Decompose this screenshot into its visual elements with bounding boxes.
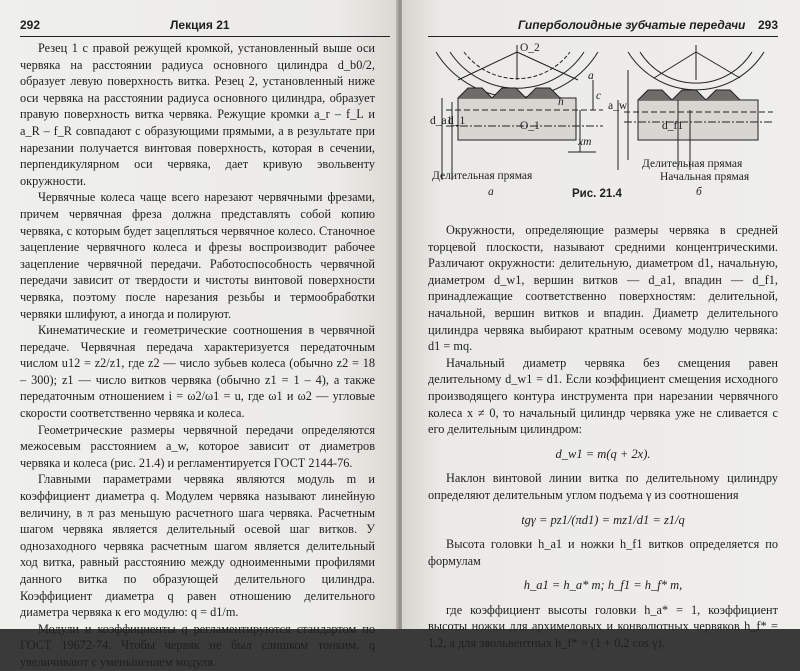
figure-label: O_2: [520, 42, 540, 54]
right-page: [402, 0, 800, 651]
figure-label-pitch-line-a: Делительная прямая: [432, 170, 533, 182]
paragraph: Червячные колеса чаще всего нарезают червячными фрезами, причем червячная фреза должна представлять собой копию червяка, с которым будет зацепляться червячное колесо. Станочное зацепление червячного колеса и фрезы воспроизводит рабочее зацепление червячной передачи. Работоспособность червячной передачи зависит от твердости и чистоты винтовой поверхности червяка, поэтому после нарезания резьбы и термообработки червяки шлифуют, а иногда и полируют.: [20, 190, 375, 321]
paragraph: Начальный диаметр червяка без смещения равен делительному d_w1 = d1. Если коэффициент смещения исходного производящего контура инструмента при нарезании червячного колеса x ≠ 0, то начальный цилиндр червяка уже не сливается с его делительным цилиндром:: [428, 355, 778, 437]
formula: d_w1 = m(q + 2x).: [555, 446, 651, 461]
paragraph: Окружности, определяющие размеры червяка в средней торцевой плоскости, называют средними концентрическими. Различают окружности: делительную, диаметром d1, начальную, диаметром d_w1, вершин витков — d_a1, впадин — d_f1, принадлежащие соответственно поверхностям: делительной, начальной, вершин витков и впадин. Диаметр делительного цилиндра червяка выбирают кратным осевому модулю червяка: d1 = mq.: [428, 223, 778, 354]
figure-label: c: [596, 90, 602, 102]
figure-label: a_w: [608, 100, 628, 112]
right-page-number: 293: [757, 18, 778, 32]
figure-label: xm: [578, 136, 592, 148]
paragraph: Геометрические размеры червячной передачи определяются межосевым расстоянием a_w, которое зависит от диаметров червяка и колеса (рис. 21.4) и регламентируется ГОСТ 2144-76.: [20, 422, 375, 470]
paragraph: Высота головки h_a1 и ножки h_f1 витков определяется по формулам: [428, 537, 778, 568]
formula: tgγ = pz1/(πd1) = mz1/d1 = z1/q: [521, 512, 685, 527]
figure-label: d_a1: [430, 115, 453, 127]
left-page-number: 292: [20, 18, 41, 32]
figure-label: d_f1: [662, 120, 684, 132]
figure-label-pitch-line-b: Делительная прямая: [642, 158, 743, 170]
right-running-header: [428, 18, 778, 37]
left-running-header: [20, 18, 390, 37]
panel-label-b: б: [696, 186, 702, 198]
panel-label-a: а: [488, 186, 494, 198]
figure-label: O_1: [520, 120, 540, 132]
figure-caption: Рис. 21.4: [572, 188, 622, 200]
paragraph: Кинематические и геометрические соотношения в червячной передаче. Червячная передача характеризуется передаточным числом u12 = z2/z1, где z2 — число зубьев колеса (обычно z2 = 18 – 300); z1 — число витков червяка (обычно z1 = 1 – 4), а также передаточным отношением i = ω2/ω1 = u, где ω1 и ω2 — угловые скорости соответственно червяка и колеса.: [20, 323, 375, 421]
paragraph: Главными параметрами червяка являются модуль m и коэффициент диаметра q. Модулем червяка называют линейную величину, в π раз меньшую расчетного шага червяка. Расчетным шагом червяка является делительный осевой шаг витков. У однозаходного червяка расчетным шагом является делительный ход витка, равный расстоянию между одноименными профилями данного витка по образующей делительного цилиндра. Коэффициент диаметра q равен отношению делительного диаметра червяка к его модулю: q = d1/m.: [20, 472, 375, 620]
paragraph: Модули и коэффициенты q регламентируются стандартом по ГОСТ 19672-74. Чтобы червяк не был слишком тонким, q увеличивают с уменьшением модуля.: [20, 621, 375, 669]
figure-label: d_1: [448, 115, 466, 127]
figure-label-initial-line: Начальная прямая: [660, 171, 750, 183]
paragraph: где коэффициент высоты головки h_a* = 1, коэффициент высоты ножки для архимедовых и конволютных червяков h_f* = 1,2, а для эвольвентных h_f* = (1 + 0,2 cos γ).: [428, 602, 778, 651]
left-page-text: [20, 40, 375, 671]
formula: h_a1 = h_a* m; h_f1 = h_f* m,: [523, 578, 683, 593]
figure-21-4: [428, 40, 778, 200]
paragraph: Резец 1 с правой режущей кромкой, установленный выше оси червяка на расстоянии радиуса основного цилиндра d_b0/2, образует левую поверхность витка. Резец 2, установленный ниже оси червяка на расстоянии радиуса основного цилиндра, образует правую поверхность витка червяка. Режущие кромки a_r – f_L и a_R – f_R совпадают с образующими прямыми, а в результате при нарезании получается винтовая поверхность, которая в сечении, перпендикулярном оси червяка, дает кривую эвольвенту окружности.: [20, 41, 375, 188]
right-running-title: Гиперболоидные зубчатые передачи: [518, 18, 746, 32]
left-page: [0, 0, 398, 669]
right-page-text: [428, 222, 778, 652]
paragraph: Наклон винтовой линии витка по делительному цилиндру определяют делительным углом подъема γ из соотношения: [428, 471, 778, 502]
left-running-title: Лекция 21: [170, 18, 230, 32]
figure-label: a: [588, 70, 594, 82]
figure-label: h: [558, 96, 564, 108]
